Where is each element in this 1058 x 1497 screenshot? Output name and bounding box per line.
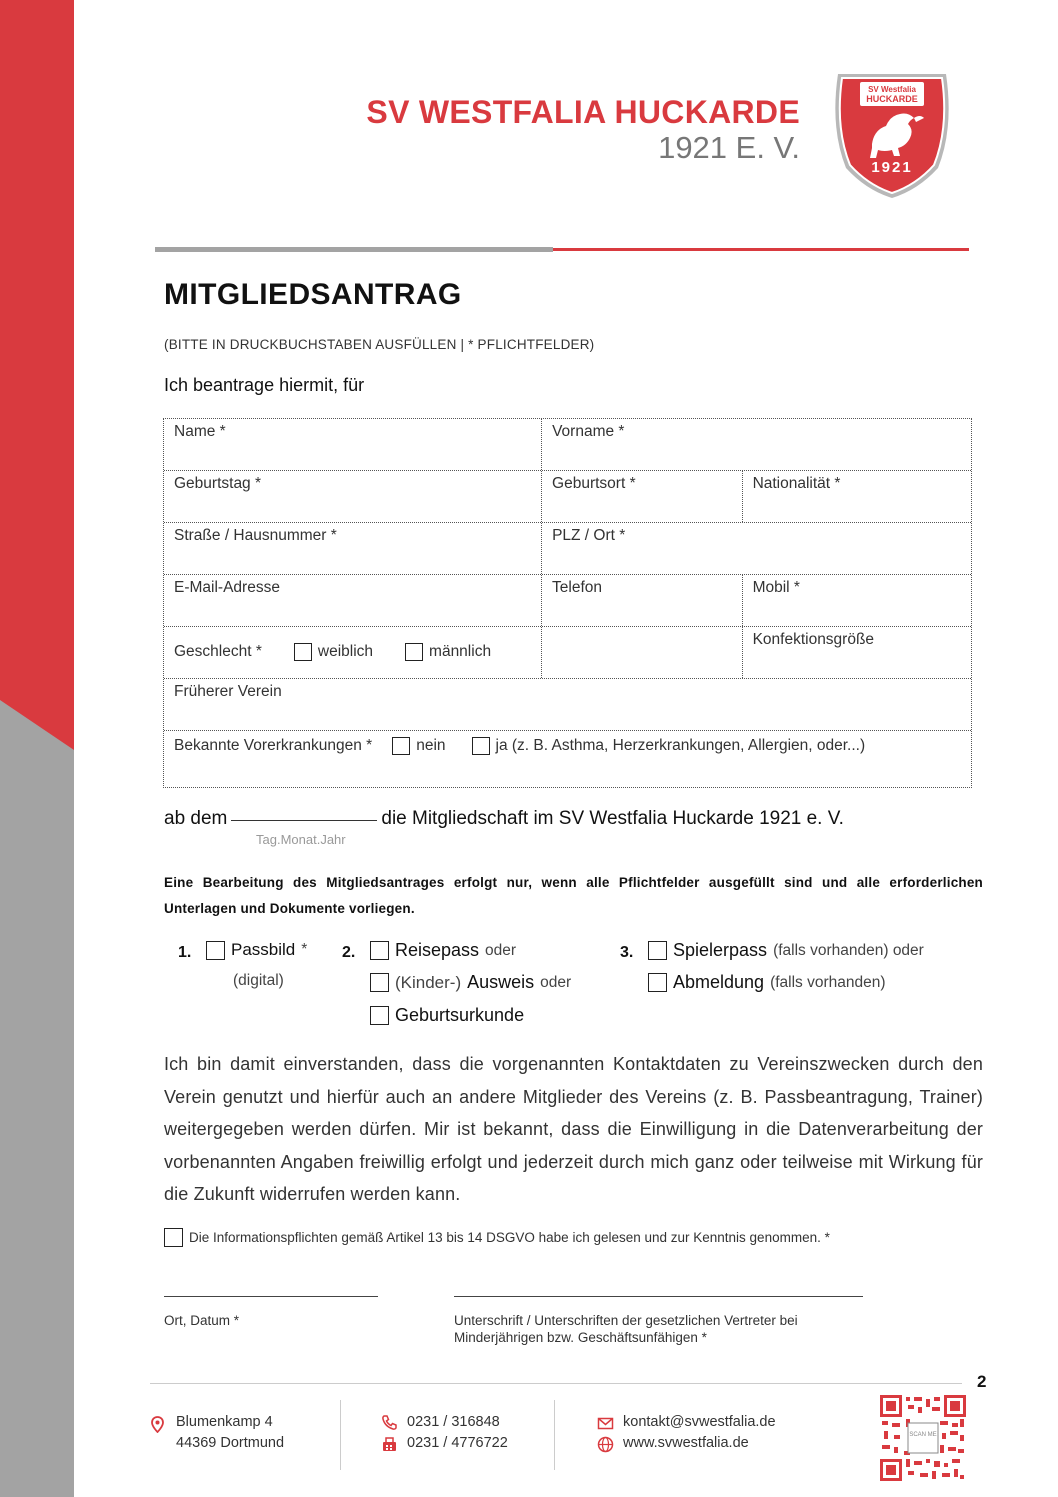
empty-cell[interactable] (542, 627, 743, 678)
abmeldung-checkbox[interactable] (648, 973, 667, 992)
signature-label (454, 1312, 798, 1346)
nein-checkbox[interactable] (392, 737, 410, 755)
page-title: MITGLIEDSANTRAG (164, 278, 462, 311)
club-name: SV WESTFALIA HUCKARDE (366, 94, 800, 130)
geburtsurkunde-label: Geburtsurkunde (395, 1005, 525, 1025)
doc-number-2: 2. (342, 944, 356, 961)
intro-text: Ich beantrage hiermit, für (164, 375, 365, 395)
maennlich-label: männlich (429, 643, 492, 660)
footer-divider-1 (340, 1400, 341, 1470)
qr-scan-label: SCAN ME (909, 1432, 937, 1438)
spielerpass-label: Spielerpass (673, 940, 768, 960)
doc-number-3: 3. (620, 944, 634, 961)
footer-street: Blumenkamp 4 (176, 1414, 273, 1430)
passbild-checkbox[interactable] (206, 941, 225, 960)
consent-text: Ich bin damit einverstanden, dass die vorgenannten Kontaktdaten zu Vereinszwecken durch den Verein genutzt und hierfür auch an andere Mitglieder des Vereins (z. B. Passbeantragung, Trainer) weitergegeben werden dürfen. Mir ist bekannt, dass die Einwilligung in die Datenverarbeitung der vorbenannten Angaben freiwillig erfolgt und jederzeit durch mich ganz oder teilweise mit Wirkung für die Zukunft widerrufen werden kann. (164, 1054, 983, 1204)
footer-phones (407, 1412, 508, 1454)
abmeldung-note: (falls vorhanden) (770, 973, 886, 991)
club-year: 1921 E. V. (658, 130, 800, 165)
club-crest-logo (828, 68, 956, 200)
abmeldung-label: Abmeldung (673, 972, 765, 992)
membership-start (164, 808, 844, 830)
globe-icon (597, 1436, 614, 1453)
member-form (163, 418, 972, 788)
location-pin-icon (149, 1416, 166, 1433)
name-field[interactable]: Name * (164, 419, 542, 470)
telefon-field[interactable]: Telefon (542, 575, 743, 626)
passbild-digital: (digital) (233, 972, 284, 989)
ja-checkbox[interactable] (472, 737, 490, 755)
dsgvo-row (164, 1228, 830, 1247)
crest-text-1: SV Westfalia (868, 85, 916, 94)
footer-web[interactable]: www.svwestfalia.de (623, 1435, 749, 1451)
form-row-gender (164, 627, 971, 679)
frueherer-verein-field[interactable]: Früherer Verein (174, 683, 282, 700)
footer-divider-2 (554, 1400, 555, 1470)
footer-address (176, 1412, 284, 1454)
footer-fax: 0231 / 4776722 (407, 1435, 508, 1451)
signature-label-line-1: Unterschrift / Unterschriften der gesetzlichen Vertreter bei (454, 1313, 798, 1328)
weiblich-label: weiblich (317, 643, 374, 660)
page-number: 2 (977, 1372, 987, 1391)
mobil-field[interactable]: Mobil * (752, 579, 800, 596)
plz-ort-field[interactable]: PLZ / Ort * (552, 527, 626, 544)
since-prefix: ab dem (164, 808, 228, 829)
fax-icon (381, 1436, 398, 1453)
geschlecht-label: Geschlecht * (174, 643, 262, 660)
crest-year: 1921 (871, 159, 913, 176)
footer-rule (150, 1383, 962, 1384)
nein-label: nein (416, 737, 446, 754)
footer-online (623, 1412, 776, 1454)
reisepass-label: Reisepass (395, 940, 480, 960)
header-rule-grey (155, 247, 553, 252)
nationalitaet-field[interactable]: Nationalität * (752, 475, 841, 492)
start-date-field[interactable] (231, 820, 377, 821)
form-row-club (164, 679, 971, 731)
header-rule-red (553, 248, 969, 251)
side-strip (0, 0, 74, 1497)
reisepass-checkbox[interactable] (370, 941, 389, 960)
reisepass-oder: oder (485, 941, 517, 959)
since-suffix: die Mitgliedschaft im SV Westfalia Huckarde 1921 e. V. (381, 808, 844, 829)
vorerkrankungen-cell (164, 731, 971, 787)
footer-city: 44369 Dortmund (176, 1435, 285, 1451)
mail-icon (597, 1415, 614, 1432)
vorerkrankungen-label: Bekannte Vorerkrankungen * (174, 737, 373, 754)
phone-icon (381, 1414, 398, 1431)
passbild-label: Passbild (231, 940, 296, 959)
passbild-required: * (301, 941, 308, 958)
ausweis-label: Ausweis (467, 972, 535, 992)
form-row-birth (164, 471, 971, 523)
documents-section (0, 938, 1058, 1038)
strasse-field[interactable]: Straße / Hausnummer * (164, 523, 542, 574)
ort-datum-label: Ort, Datum * (164, 1313, 240, 1328)
dsgvo-checkbox[interactable] (164, 1228, 183, 1247)
footer-email[interactable]: kontakt@svwestfalia.de (623, 1414, 776, 1430)
processing-note: Eine Bearbeitung des Mitgliedsantrages erfolgt nur, wenn alle Pflichtfelder ausgefüllt sind und alle erforderlichen Unterlagen und Dokumente vorliegen. (164, 875, 983, 916)
geburtsurkunde-checkbox[interactable] (370, 1006, 389, 1025)
kinder-label: (Kinder-) (395, 972, 462, 992)
geschlecht-cell (164, 627, 542, 678)
geburtsort-field[interactable]: Geburtsort * (542, 471, 743, 522)
qr-code[interactable] (880, 1395, 966, 1481)
spielerpass-checkbox[interactable] (648, 941, 667, 960)
ausweis-oder: oder (540, 973, 572, 991)
form-row-name (164, 419, 971, 471)
vorname-field[interactable]: Vorname * (552, 423, 625, 440)
signature-line[interactable] (454, 1296, 863, 1297)
geburtstag-field[interactable]: Geburtstag * (164, 471, 542, 522)
ausweis-checkbox[interactable] (370, 973, 389, 992)
konfektion-field[interactable]: Konfektionsgröße (752, 631, 875, 648)
form-row-address (164, 523, 971, 575)
ja-label: ja (z. B. Asthma, Herzerkrankungen, Allergien, oder...) (495, 737, 866, 754)
weiblich-checkbox[interactable] (294, 643, 312, 661)
dsgvo-label: Die Informationspflichten gemäß Artikel 13 bis 14 DSGVO habe ich gelesen und zur Kenntnis genommen. * (189, 1230, 830, 1245)
spielerpass-note: (falls vorhanden) oder (773, 941, 924, 959)
form-row-health (164, 731, 971, 787)
crest-text-2: HUCKARDE (866, 94, 918, 104)
form-row-contact (164, 575, 971, 627)
maennlich-checkbox[interactable] (405, 643, 423, 661)
email-field[interactable]: E-Mail-Adresse (164, 575, 542, 626)
date-format-hint: Tag.Monat.Jahr (256, 832, 346, 847)
fill-note: (BITTE IN DRUCKBUCHSTABEN AUSFÜLLEN | * PFLICHTFELDER) (164, 337, 595, 352)
ort-datum-line[interactable] (164, 1296, 378, 1297)
footer-phone[interactable]: 0231 / 316848 (407, 1414, 500, 1430)
signature-label-line-2: Minderjährigen bzw. Geschäftsunfähigen * (454, 1330, 707, 1345)
doc-number-1: 1. (178, 944, 192, 961)
